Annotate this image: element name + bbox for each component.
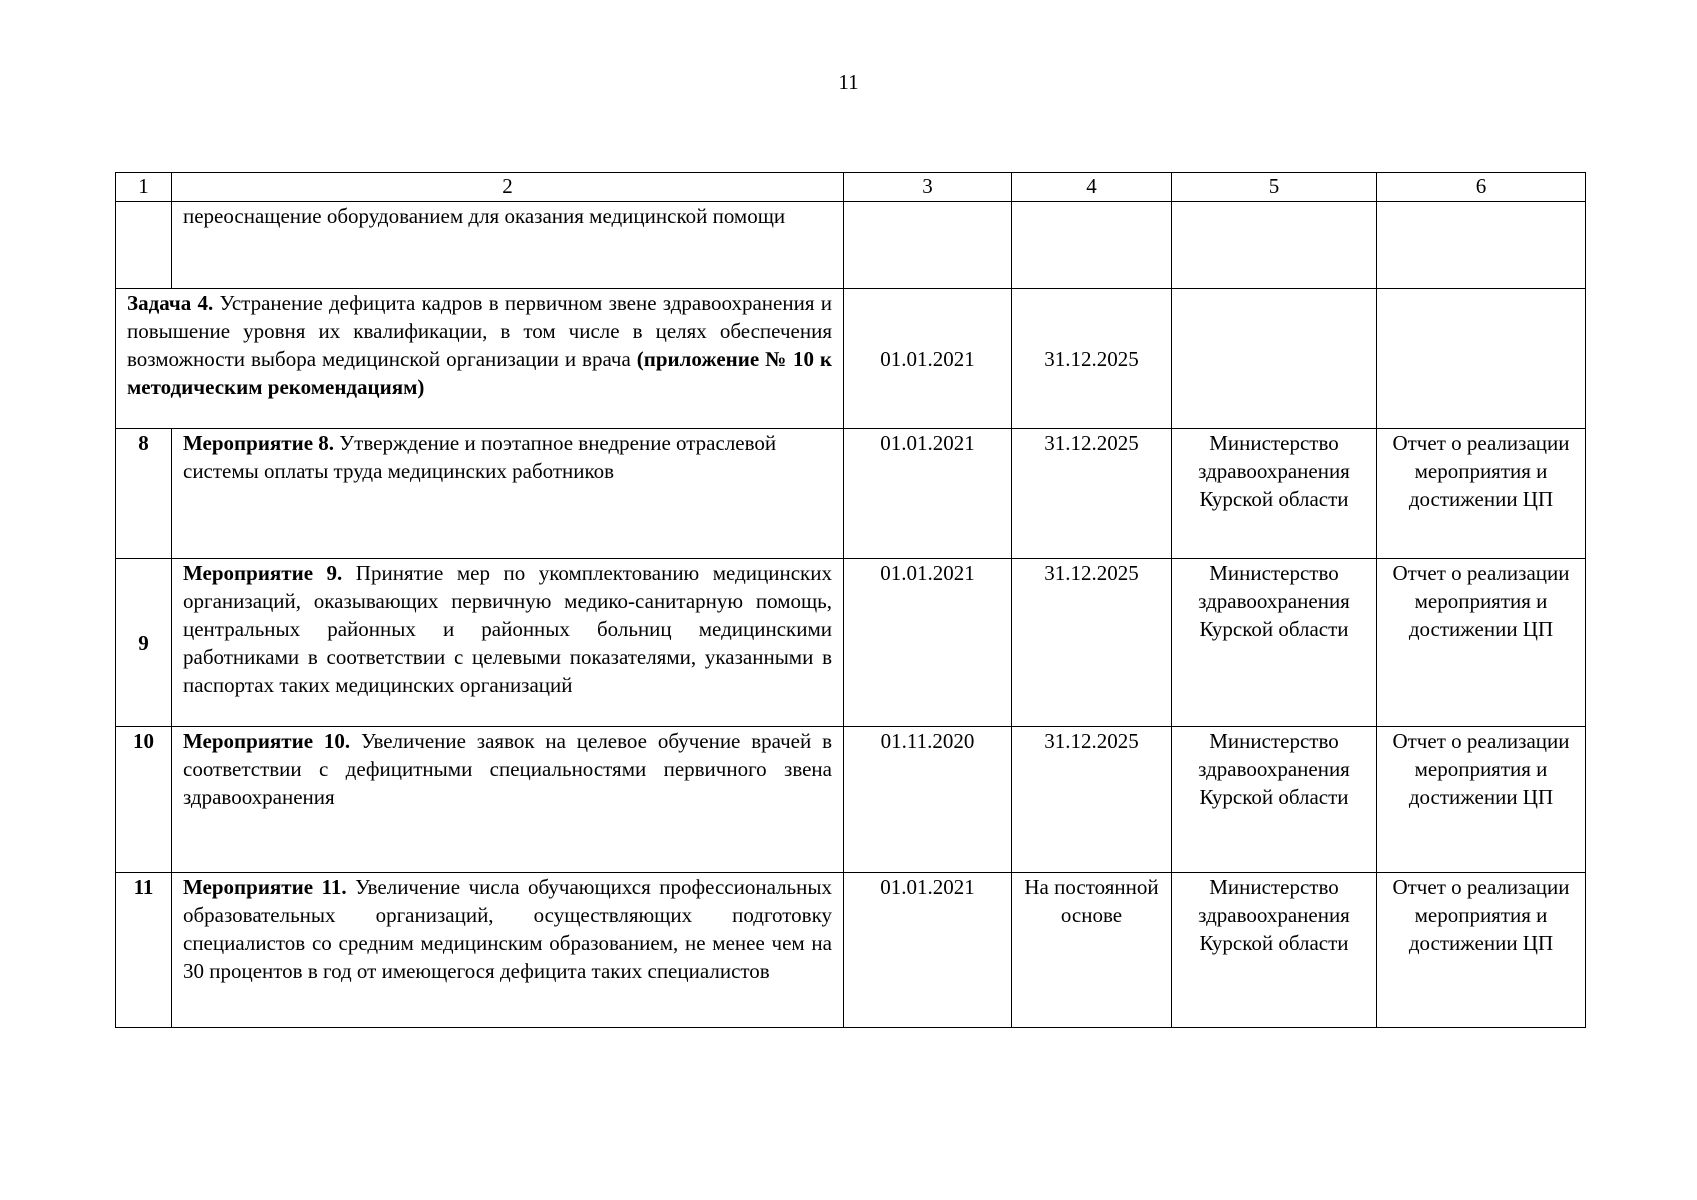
measure-end-date: На постоянной основе [1012,873,1172,1028]
measure-label: Мероприятие 10. [183,729,351,753]
measure-end-date: 31.12.2025 [1012,429,1172,559]
measure-end-date: 31.12.2025 [1012,727,1172,873]
measure-result: Отчет о реализации мероприятия и достижении ЦП [1377,559,1586,727]
column-number: 6 [1377,173,1586,202]
task-start-date: 01.01.2021 [844,289,1012,429]
measure-row [116,429,1586,559]
measure-start-date: 01.01.2021 [844,873,1012,1028]
measure-text: Принятие мер по укомплектованию медицинских организаций, оказывающих первичную медико-санитарную помощь, центральных районных и районных больниц медицинскими работниками в соответствии с целевыми показателями, указанными в паспортах таких медицинских организаций [183,561,832,697]
column-number: 4 [1012,173,1172,202]
measure-result: Отчет о реализации мероприятия и достижении ЦП [1377,873,1586,1028]
task-result-cell [1377,289,1586,429]
number-cell [116,202,172,289]
start-date-cell [844,202,1012,289]
measure-label: Мероприятие 11. [183,875,347,899]
result-cell [1377,202,1586,289]
measure-number: 10 [116,727,172,873]
task-end-date: 31.12.2025 [1012,289,1172,429]
task-description [116,289,844,429]
measure-responsible: Министерство здравоохранения Курской области [1172,873,1377,1028]
measure-row [116,559,1586,727]
measure-responsible: Министерство здравоохранения Курской области [1172,727,1377,873]
measure-label: Мероприятие 8. [183,431,335,455]
measure-description [172,727,844,873]
measure-description [172,873,844,1028]
measure-number: 8 [116,429,172,559]
column-number: 1 [116,173,172,202]
measure-start-date: 01.01.2021 [844,559,1012,727]
measure-row [116,727,1586,873]
measure-number: 9 [116,559,172,727]
measure-text: Увеличение числа обучающихся профессиональных образовательных организаций, осуществляющих подготовку специалистов со средним медицинским образованием, не менее чем на 30 процентов в год от имеющегося дефицита таких специалистов [183,875,832,983]
measure-result: Отчет о реализации мероприятия и достижении ЦП [1377,727,1586,873]
measure-responsible: Министерство здравоохранения Курской области [1172,429,1377,559]
measure-label: Мероприятие 9. [183,561,343,585]
measure-description [172,429,844,559]
end-date-cell [1012,202,1172,289]
measure-text: Утверждение и поэтапное внедрение отраслевой системы оплаты труда медицинских работников [183,431,777,483]
measure-result: Отчет о реализации мероприятия и достижении ЦП [1377,429,1586,559]
measure-description [172,559,844,727]
measure-text: Увеличение заявок на целевое обучение врачей в соответствии с дефицитными специальностями первичного звена здравоохранения [183,729,832,809]
task-row [116,289,1586,429]
task-text: Устранение дефицита кадров в первичном звене здравоохранения и повышение уровня их квалификации, в том числе в целях обеспечения возможности выбора медицинской организации и врача [127,291,832,371]
page-number: 11 [838,70,859,94]
measure-start-date: 01.11.2020 [844,727,1012,873]
column-number-row [116,173,1586,202]
measure-end-date: 31.12.2025 [1012,559,1172,727]
measures-table [115,172,1586,1028]
column-number: 5 [1172,173,1377,202]
measure-row [116,873,1586,1028]
responsible-cell [1172,202,1377,289]
continuation-text: переоснащение оборудованием для оказания медицинской помощи [172,202,844,289]
measure-responsible: Министерство здравоохранения Курской области [1172,559,1377,727]
task-responsible-cell [1172,289,1377,429]
continuation-row [116,202,1586,289]
column-number: 3 [844,173,1012,202]
column-number: 2 [172,173,844,202]
measure-number: 11 [116,873,172,1028]
task-label: Задача 4. [127,291,214,315]
task-reference: (приложение № 10 к методическим рекомендациям) [127,347,833,399]
measure-start-date: 01.01.2021 [844,429,1012,559]
